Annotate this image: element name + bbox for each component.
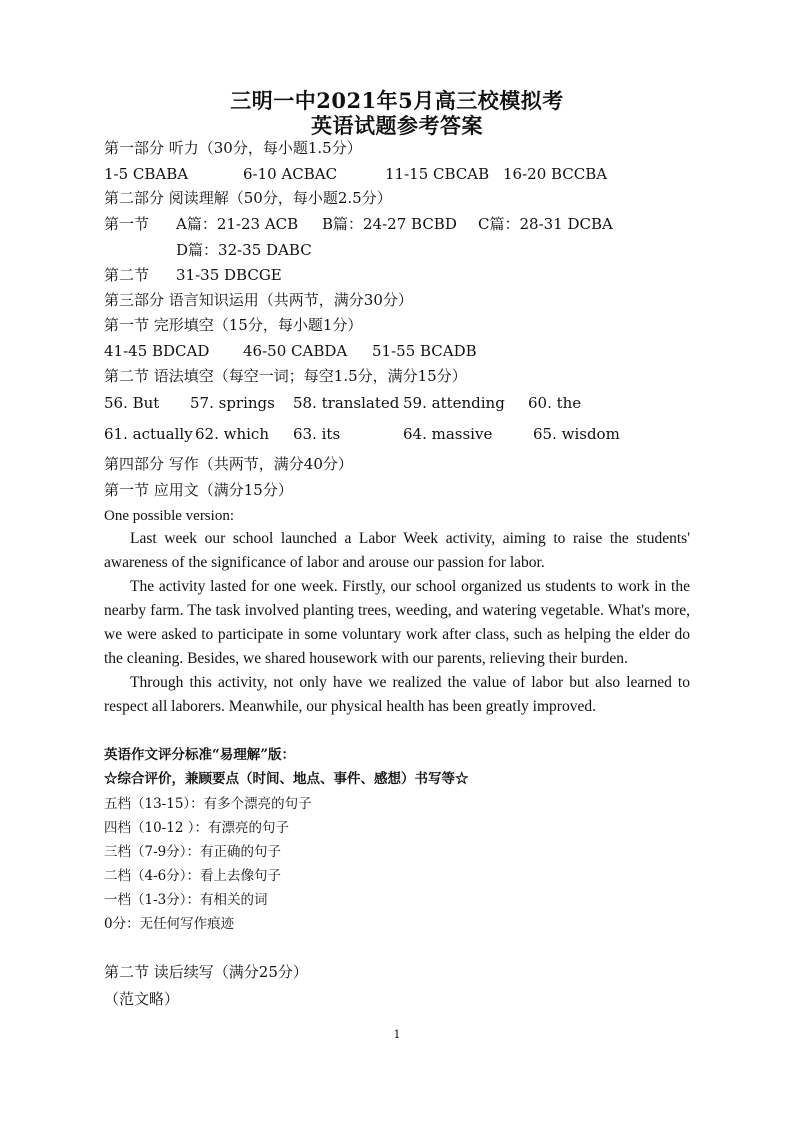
part2-section1 <box>0 214 794 234</box>
answer-group: D篇：32-35 DABC <box>176 241 312 259</box>
grammar-answer: 64. massive <box>403 425 493 443</box>
essay-paragraph: Through this activity, not only have we realized the value of labor but also learned to respect all laborers. Meanwhile, our physical health has been greatly improved. <box>104 674 690 715</box>
answer-group: 16-20 BCCBA <box>503 165 608 183</box>
section-label: 第一节 <box>104 215 150 233</box>
rubric-note: ☆综合评价，兼顾要点（时间、地点、事件、感想）书写等☆ <box>104 771 469 787</box>
part3-section1-heading: 第一节 完形填空（15分，每小题1分） <box>104 316 363 334</box>
part3-section1-answers <box>0 341 794 361</box>
grammar-answer: 57. springs <box>190 394 275 412</box>
part3-heading: 第三部分 语言知识运用（共两节，满分30分） <box>104 291 413 309</box>
rubric-title: 英语作文评分标准“易理解”版： <box>104 747 296 763</box>
grammar-answer: 56. But <box>104 394 160 412</box>
answer-group: C篇：28-31 DCBA <box>478 215 613 233</box>
grammar-answer: 59. attending <box>403 394 505 412</box>
document-title: 三明一中2021年5月高三校模拟考 <box>230 88 564 113</box>
answer-group: 51-55 BCADB <box>372 342 477 360</box>
grammar-answer: 58. translated <box>293 394 400 412</box>
document-subtitle: 英语试题参考答案 <box>311 113 483 138</box>
rubric-level: 四档（10-12 ）：有漂亮的句子 <box>104 820 289 836</box>
rubric-level: 二档（4-6分）：看上去像句子 <box>104 868 281 884</box>
answer-group: B篇：24-27 BCBD <box>322 215 457 233</box>
part4-heading: 第四部分 写作（共两节，满分40分） <box>104 455 353 473</box>
section-label: 第二节 <box>104 266 150 284</box>
grammar-answer: 61. actually <box>104 425 193 443</box>
essay-paragraph: Last week our school launched a Labor Week activity, aiming to raise the students' awareness of the significance of labor and arouse our passion for labor. <box>104 530 690 571</box>
part1-answers <box>0 164 794 184</box>
answer-group: 6-10 ACBAC <box>243 165 338 183</box>
grammar-answer: 65. wisdom <box>533 425 620 443</box>
version-label: One possible version: <box>104 508 234 524</box>
rubric-level: 五档（13-15）：有多个漂亮的句子 <box>104 796 312 812</box>
part4-section1-heading: 第一节 应用文（满分15分） <box>104 481 293 499</box>
grammar-answers-row2 <box>0 424 794 444</box>
answer-group: 31-35 DBCGE <box>176 266 282 284</box>
part2-section2 <box>0 265 794 285</box>
grammar-answers-row1 <box>0 393 794 413</box>
page-number: 1 <box>393 1028 401 1041</box>
rubric-level: 三档（7-9分）：有正确的句子 <box>104 844 281 860</box>
part1-heading: 第一部分 听力（30分，每小题1.5分） <box>104 139 362 157</box>
grammar-answer: 60. the <box>528 394 582 412</box>
answer-group: 1-5 CBABA <box>104 165 189 183</box>
grammar-answer: 63. its <box>293 425 341 443</box>
answer-group: 46-50 CABDA <box>243 342 348 360</box>
answer-group: 41-45 BDCAD <box>104 342 210 360</box>
part3-section2-heading: 第二节 语法填空（每空一词；每空1.5分，满分15分） <box>104 367 467 385</box>
rubric-level: 一档（1-3分）：有相关的词 <box>104 892 268 908</box>
answer-group: A篇：21-23 ACB <box>176 215 299 233</box>
essay-paragraph: The activity lasted for one week. Firstly, our school organized us students to work in the nearby farm. The task involved planting trees, weeding, and watering vegetable. What's more, we were asked to participate in some voluntary work after class, such as helping the elder do the cleaning. Besides, we shared housework with our parents, relieving their burden. <box>104 578 690 667</box>
part2-heading: 第二部分 阅读理解（50分，每小题2.5分） <box>104 189 392 207</box>
rubric-level: 0分：无任何写作痕迹 <box>104 916 235 932</box>
answer-group: 11-15 CBCAB <box>385 165 490 183</box>
sample-essay <box>104 527 690 719</box>
grammar-answer: 62. which <box>195 425 269 443</box>
part4-section2-heading: 第二节 读后续写（满分25分） <box>104 963 308 981</box>
section2-note: （范文略） <box>104 990 180 1008</box>
